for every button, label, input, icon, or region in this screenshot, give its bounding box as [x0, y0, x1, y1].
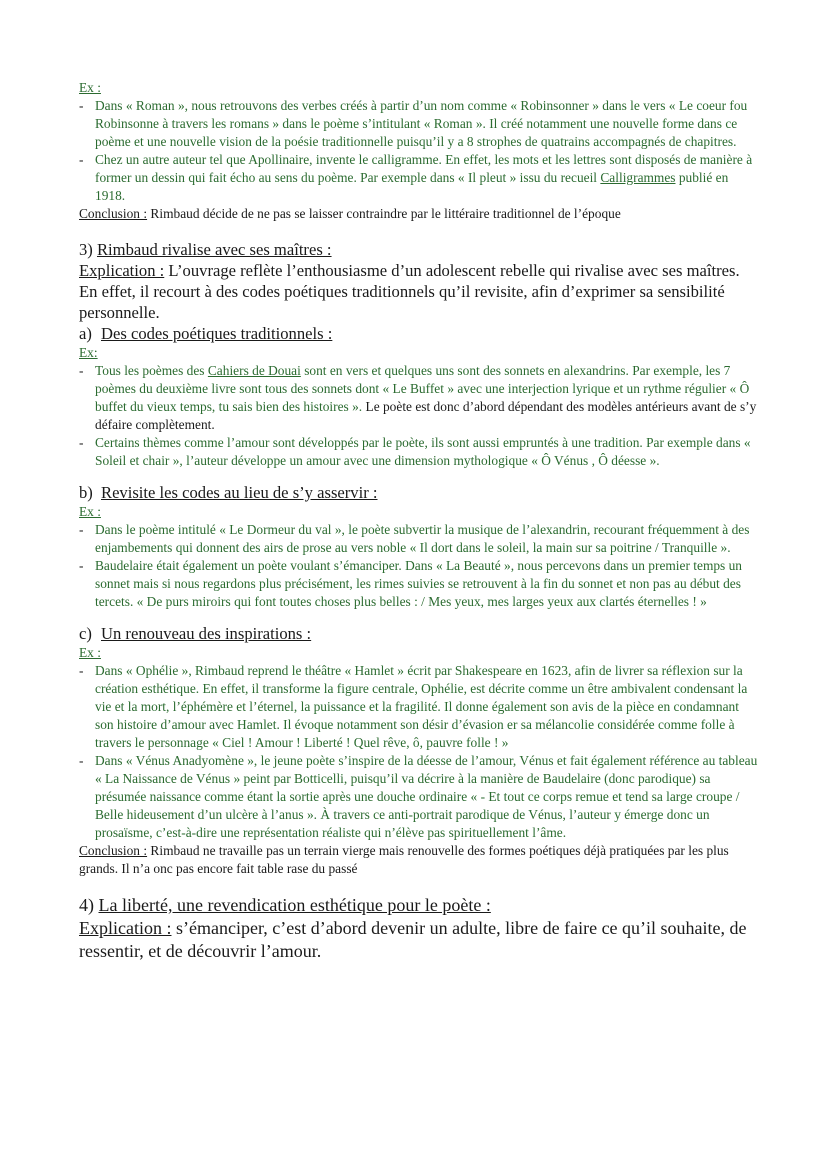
section-3-header: [79, 239, 758, 323]
example-bullet: - Dans « Ophélie », Rimbaud reprend le théâtre « Hamlet » écrit par Shakespeare en 1623, afin de livrer sa réflexion sur la création esthétique. En effet, il transforme la figure centrale, Ophélie, est décrite comme un être ambivalent condensant la vie et la mort, l’éphémère et l’éternel, la puissance et la fragilité. Il donne également son avis de la pièce en condamnant son histoire d’amour avec Hamlet. Il évoque notamment son désir d’évasion er sa mélancolie considérée comme folle à travers le personnage « Ciel ! Amour ! Liberté ! Quel rêve, ô, pauvre folle ! »: [79, 663, 748, 750]
subsection-c: [79, 623, 758, 878]
book-title: Calligrammes: [600, 170, 676, 185]
ex-label: Ex :: [79, 504, 101, 519]
example-bullet: - Baudelaire était également un poète voulant s’émanciper. Dans « La Beauté », nous percevons dans un premier temps un sonnet mais si nous regardons plus précisément, les rimes suivies se retrouvent à la fin du sonnet et non pas au début des tercets. « De purs miroirs qui font toutes choses plus belles : / Mes yeux, mes larges yeux aux clartés éternelles ! »: [79, 558, 742, 609]
ex-label: Ex :: [79, 645, 101, 660]
explanation: Explication : L’ouvrage reflète l’enthousiasme d’un adolescent rebelle qui rivalise avec ses maîtres. En effet, il recourt à des codes poétiques traditionnels qu’il revisite, afin d’exprimer sa sensibilité personnelle.: [79, 261, 740, 322]
book-title: Cahiers de Douai: [207, 363, 301, 378]
subsection-b: [79, 482, 758, 611]
example-bullet: - Chez un autre auteur tel que Apollinaire, invente le calligramme. En effet, les mots et les lettres sont disposés de manière à former un dessin qui fait écho au sens du poème. Par exemple dans « Il pleut » issu du recueil Calligrammes publié en 1918.: [79, 152, 753, 203]
ex-label: Ex :: [79, 80, 101, 95]
subsection-heading: c) Un renouveau des inspirations :: [79, 624, 312, 643]
conclusion: Conclusion : Rimbaud décide de ne pas se laisser contraindre par le littéraire traditionnel de l’époque: [79, 206, 621, 221]
section-heading: 3) Rimbaud rivalise avec ses maîtres :: [79, 240, 332, 259]
section-2-examples: [79, 79, 758, 223]
example-bullet: - Dans « Roman », nous retrouvons des verbes créés à partir d’un nom comme « Robinsonner » dans le vers « Le coeur fou Robinsonne à travers les romans » dans le poème s’intitulant « Roman ». Il créé notamment une nouvelle forme dans ce poème et une nouvelle vision de la poésie traditionnelle puisqu’il y a 8 strophes de quatrains accompagnés de chapitres.: [79, 98, 748, 149]
conclusion: Conclusion : Rimbaud ne travaille pas un terrain vierge mais renouvelle des formes poétiques déjà pratiquées par les plus grands. Il n’a onc pas encore fait table rase du passé: [79, 843, 729, 876]
example-bullet: - Certains thèmes comme l’amour sont développés par le poète, ils sont aussi empruntés à une tradition. Par exemple dans « Soleil et chair », l’auteur développe un amour avec une dimension mythologique « Ô Vénus , Ô déesse ».: [79, 435, 751, 468]
subsection-heading: b) Revisite les codes au lieu de s’y asservir :: [79, 483, 378, 502]
example-bullet: - Tous les poèmes des Cahiers de Douai sont en vers et quelques uns sont des sonnets en alexandrins. Par exemple, les 7 poèmes du deuxième livre sont tous des sonnets dont « Le Buffet » avec une interjection lyrique et un rythme régulier « Ô buffet du vieux temps, tu sais bien des histoires ». Le poète est donc d’abord dépendant des modèles antérieurs avant de s’y défaire complètement.: [79, 363, 757, 432]
example-bullet: - Dans le poème intitulé « Le Dormeur du val », le poète subvertir la musique de l’alexandrin, recourant fréquemment à des enjambements qui donnent des airs de prose au vers noble « Il dort dans le soleil, la main sur sa poitrine / Tranquille ».: [79, 522, 750, 555]
ex-label: Ex:: [79, 345, 98, 360]
subsection-heading: a) Des codes poétiques traditionnels :: [79, 324, 333, 343]
section-4: [79, 894, 758, 963]
explanation: Explication : s’émanciper, c’est d’abord devenir un adulte, libre de faire ce qu’il souhaite, de ressentir, et de découvrir l’amour.: [79, 918, 747, 961]
example-bullet: - Dans « Vénus Anadyomène », le jeune poète s’inspire de la déesse de l’amour, Vénus et fait également référence au tableau « La Naissance de Vénus » peint par Botticelli, puisqu’il va décrire à la manière de Baudelaire (donc parodique) sa présumée naissance comme étant la sortie après une douche ordinaire « - Et tout ce corps remue et tend sa large croupe / Belle hideusement d’un ulcère à l’anus ». À travers ce anti-portrait parodique de Vénus, l’auteur y émerge donc un prosaïsme, c’est-à-dire une représentation réaliste qui n’élève pas spirituellement l’âme.: [79, 753, 758, 840]
subsection-a: [79, 323, 758, 470]
section-heading: 4) La liberté, une revendication esthétique pour le poète :: [79, 895, 491, 915]
